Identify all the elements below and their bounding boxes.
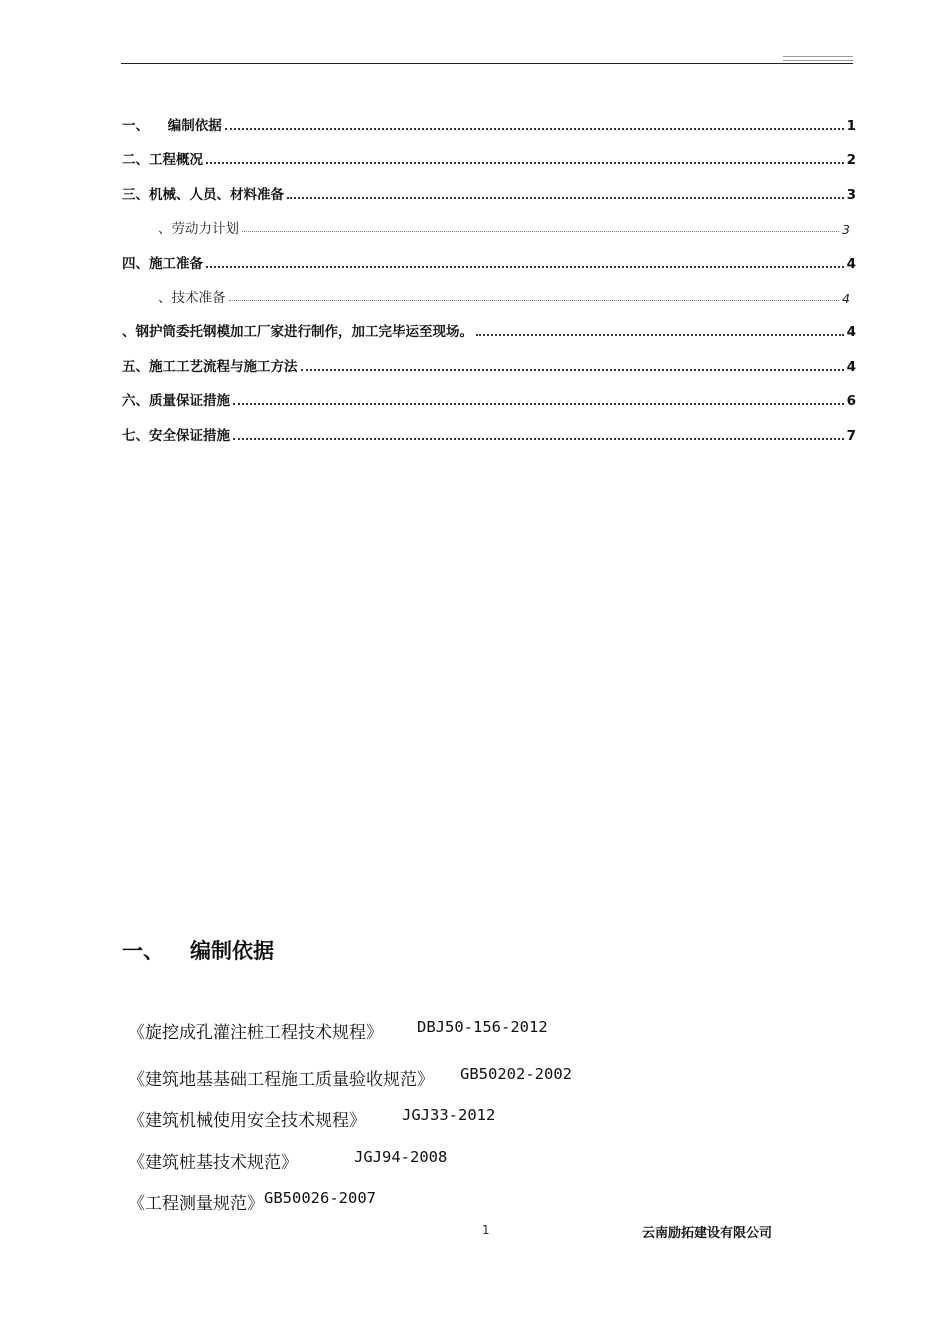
toc-entry-page: 3 [846,187,856,203]
toc-entry-page: 2 [846,152,856,168]
toc-entry[interactable] [122,355,856,375]
toc-entry[interactable] [122,389,856,409]
toc-entry[interactable] [122,252,856,272]
reference-code: JGJ33-2012 [402,1106,496,1124]
company-name: 云南励拓建设有限公司 [642,1226,773,1241]
toc-leader [242,231,839,232]
toc-leader [476,334,844,336]
toc-entry-title: 二、工程概况 [122,152,203,168]
toc-entry-title: 三、机械、人员、材料准备 [122,187,284,203]
toc-leader [225,128,844,130]
toc-leader [233,438,844,440]
reference-name: 《建筑机械使用安全技术规程》 [128,1111,366,1131]
toc-entry-title: 、劳动力计划 [158,221,239,237]
reference-name: 《旋挖成孔灌注桩工程技术规程》 [128,1023,383,1043]
toc-entry[interactable] [122,148,856,168]
toc-entry-page: 6 [846,393,856,409]
toc-entry-title: 一、 编制依据 [122,118,222,134]
reference-name: 《工程测量规范》 [128,1194,264,1214]
toc-entry-page: 4 [842,291,850,306]
toc-entry-page: 3 [842,222,850,237]
toc-entry-title: 、技术准备 [158,290,226,306]
header-rule [121,63,853,64]
toc-entry-title: 五、施工工艺流程与施工方法 [122,359,298,375]
toc-entry-title: 四、施工准备 [122,256,203,272]
toc-entry-title: 六、质量保证措施 [122,393,230,409]
header-decoration [783,56,853,61]
toc-entry[interactable] [122,183,856,203]
toc-entry-page: 4 [846,324,856,340]
toc-leader [301,369,844,371]
reference-name: 《建筑桩基技术规范》 [128,1153,298,1173]
toc-entry-page: 1 [846,118,856,134]
reference-code: GB50202-2002 [460,1065,572,1083]
toc-leader [206,266,844,268]
section-heading [122,935,274,965]
toc-leader [287,197,844,199]
toc-subentry[interactable] [158,217,850,237]
toc-entry-title: 、钢护筒委托钢模加工厂家进行制作，加工完毕运至现场。 [122,324,473,340]
toc-leader [206,162,844,164]
page-number: 1 [482,1223,490,1237]
reference-item [128,1148,447,1173]
toc-subentry[interactable] [158,286,850,306]
toc-entry-page: 4 [846,359,856,375]
reference-name: 《建筑地基基础工程施工质量验收规范》 [128,1070,434,1090]
toc-entry-page: 7 [846,428,856,444]
toc-leader [229,300,840,301]
reference-item [128,1065,572,1090]
reference-item [128,1189,376,1214]
reference-item [128,1106,495,1131]
reference-code: GB50026-2007 [264,1189,376,1207]
reference-item [128,1018,548,1043]
section-number: 一、 [122,939,164,963]
section-title: 编制依据 [190,939,274,963]
reference-code: JGJ94-2008 [354,1148,448,1166]
toc-entry[interactable] [122,424,856,444]
reference-code: DBJ50-156-2012 [417,1018,548,1036]
toc-entry[interactable] [122,114,856,134]
toc-entry-title: 七、安全保证措施 [122,428,230,444]
toc-entry-page: 4 [846,256,856,272]
toc-entry[interactable] [122,320,856,340]
toc-leader [233,403,844,405]
